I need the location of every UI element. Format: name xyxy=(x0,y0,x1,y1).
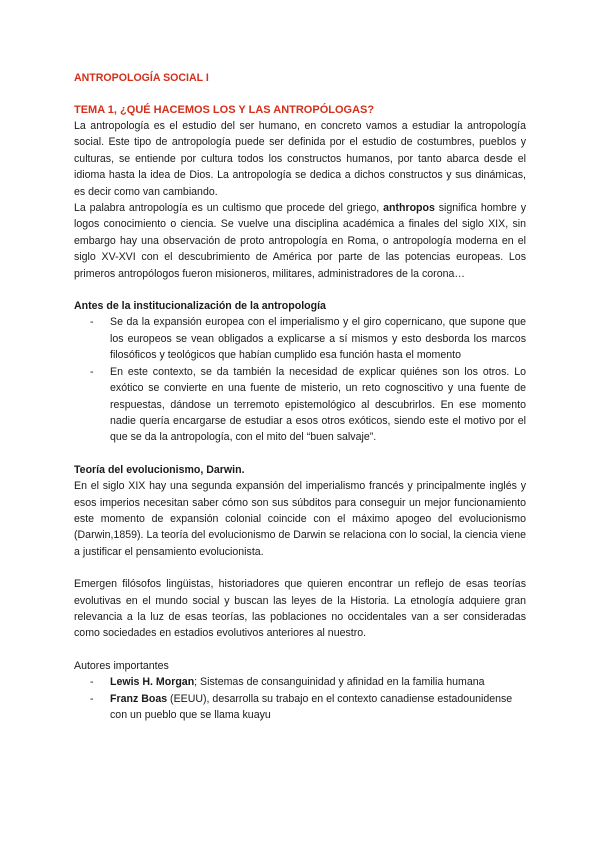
section-heading-evolutionism: Teoría del evolucionismo, Darwin. xyxy=(74,463,245,476)
document-title: ANTROPOLOGÍA SOCIAL I xyxy=(74,72,209,84)
dash-bullet: - xyxy=(90,316,94,329)
authors-list xyxy=(74,674,526,723)
evolutionism-paragraph-1: En el siglo XIX hay una segunda expansión del imperialismo francés y principalmente inglés y esos imperios necesitan saber cómo son sus súbditos para conseguir un mejor funcionamiento este momento de expansión colonial coincide con el máximo apogeo del evolucionismo (Darwin,1859). La teoría del evolucionismo de Darwin se relaciona con lo social, la ciencia viene a justificar el pensamiento evolucionista. xyxy=(74,480,526,558)
author-name: Franz Boas xyxy=(110,692,168,705)
anthropos-term: anthropos xyxy=(383,202,435,215)
section-heading-pre-institutional: Antes de la institucionalización de la antropología xyxy=(74,300,326,313)
pre-institutional-list xyxy=(74,314,526,445)
section-heading-authors: Autores importantes xyxy=(74,659,169,672)
list-item: - Lewis H. Morgan; Sistemas de consanguinidad y afinidad en la familia humana xyxy=(74,674,526,690)
intro-paragraph-2: La palabra antropología es un cultismo que procede del griego, anthropos significa hombre y logos conocimiento o ciencia. Se vuelve una disciplina académica a finales del siglo XIX, sin embargo hay una observación de proto antropología en Roma, o antropología moderna en el siglo XV-XVI con el descubrimiento de América por parte de las potencias europeas. Los primeros antropólogos fueron misioneros, militares, administradores de la corona… xyxy=(74,202,526,280)
list-item: - En este contexto, se da también la necesidad de explicar quiénes son los otros. Lo exótico se convierte en una fuente de misterio, un reto cognoscitivo y una fuente de respuestas, dándose un terremoto epistemológico al descubrirlos. En ese momento nadie quería encargarse de estudiar a esos otros exóticos, siendo este el motivo por el que se da la antropología, con el mito del “buen salvaje”. xyxy=(90,365,526,444)
author-name: Lewis H. Morgan xyxy=(110,676,195,689)
document-page xyxy=(74,70,526,723)
intro-paragraph-1: La antropología es el estudio del ser humano, en concreto vamos a estudiar la antropología social. Este tipo de antropología puede ser definida por el estudio de costumbres, pueblos y culturas, se entiende por cultura todos los constructos humanos, por tanto abarca desde el idioma hasta la idea de Dios. La antropología se dedica a dichos constructos y sus dinámicas, es decir como van cambiando. xyxy=(74,120,526,198)
list-item: - Franz Boas (EEUU), desarrolla su trabajo en el contexto canadiense estadounidense con un pueblo que se llama kuayu xyxy=(90,692,513,721)
list-item: - Se da la expansión europea con el imperialismo y el giro copernicano, que supone que los europeos se vean obligados a explicarse a sí mismos y esto desborda los marcos filosóficos y teológicos que habían cumplido esa función hasta el momento xyxy=(90,316,526,362)
dash-bullet: - xyxy=(90,365,94,378)
dash-bullet: - xyxy=(90,676,94,689)
evolutionism-paragraph-2: Emergen filósofos lingüistas, historiadores que quieren encontrar un reflejo de esas teorías evolutivas en el mundo social y buscan las leyes de la Historia. La etnología adquiere gran relevancia a la luz de esas teorías, las poblaciones no occidentales van a ser consideradas como sociedades en estadios evolutivos anteriores al nuestro. xyxy=(74,578,526,640)
topic-heading: TEMA 1, ¿QUÉ HACEMOS LOS Y LAS ANTROPÓLOGAS? xyxy=(74,104,375,116)
dash-bullet: - xyxy=(90,692,94,705)
